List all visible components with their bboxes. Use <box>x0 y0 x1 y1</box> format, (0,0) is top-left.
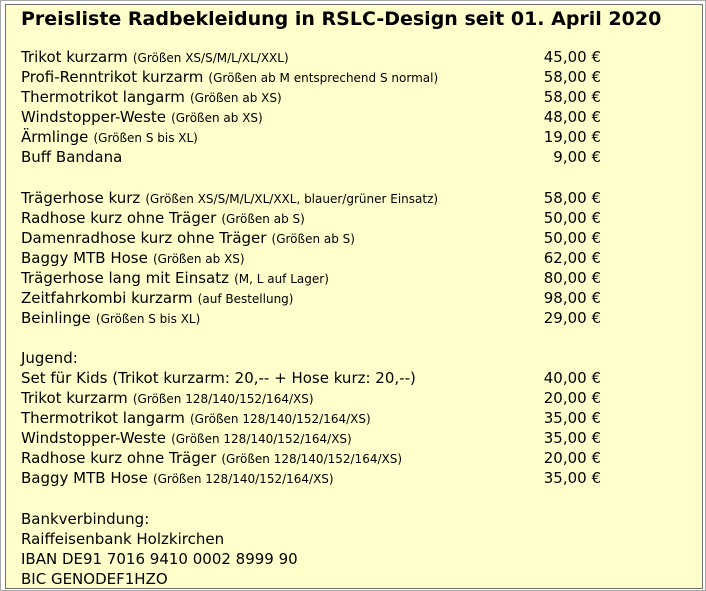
bank-iban: IBAN DE91 7016 9410 0002 8999 90 <box>21 550 298 568</box>
item-name: Trikot kurzarm <box>21 389 128 407</box>
list-item <box>21 388 692 408</box>
item-name: Profi-Renntrikot kurzarm <box>21 68 204 86</box>
list-item <box>21 288 692 308</box>
item-price: 58,00 € <box>543 88 601 106</box>
list-item <box>21 127 692 147</box>
item-name: Zeitfahrkombi kurzarm <box>21 289 193 307</box>
item-note: (Größen 128/140/152/164/XS) <box>132 392 314 406</box>
list-item <box>21 268 692 288</box>
item-note: (Größen S bis XL) <box>93 131 198 145</box>
item-name: Set für Kids (Trikot kurzarm: 20,-- + Hose kurz: 20,--) <box>21 369 416 387</box>
item-name: Baggy MTB Hose <box>21 469 148 487</box>
item-note: (M, L auf Lager) <box>234 272 329 286</box>
item-price: 20,00 € <box>543 449 601 467</box>
section-heading-jugend: Jugend: <box>21 349 78 367</box>
item-note: (Größen 128/140/152/164/XS) <box>171 432 352 446</box>
item-note: (Größen XS/S/M/L/XL/XXL, blauer/grüner Einsatz) <box>145 192 439 206</box>
item-note: (Größen XS/S/M/L/XL/XXL) <box>132 51 289 65</box>
item-price: 35,00 € <box>543 409 601 427</box>
item-name: Windstopper-Weste <box>21 429 166 447</box>
item-price: 98,00 € <box>543 289 601 307</box>
item-price: 45,00 € <box>543 48 601 66</box>
item-note: (auf Bestellung) <box>197 292 294 306</box>
price-list-panel <box>5 4 703 589</box>
item-price: 35,00 € <box>543 429 601 447</box>
item-price: 80,00 € <box>543 269 601 287</box>
list-item <box>21 67 692 87</box>
item-price: 62,00 € <box>543 249 601 267</box>
list-item <box>21 228 692 248</box>
item-note: (Größen 128/140/152/164/XS) <box>221 452 403 466</box>
item-note: (Größen S bis XL) <box>95 312 201 326</box>
item-name: Baggy MTB Hose <box>21 249 148 267</box>
list-item <box>21 147 692 167</box>
list-item <box>21 47 692 67</box>
item-name: Ärmlinge <box>21 128 89 146</box>
item-price: 50,00 € <box>543 209 601 227</box>
list-item <box>21 188 692 208</box>
list-item <box>21 208 692 228</box>
item-price: 19,00 € <box>543 128 601 146</box>
item-note: (Größen ab XS) <box>152 252 245 266</box>
item-price: 35,00 € <box>543 469 601 487</box>
list-item <box>21 408 692 428</box>
item-note: (Größen ab S) <box>221 212 305 226</box>
list-item <box>21 107 692 127</box>
item-name: Windstopper-Weste <box>21 108 166 126</box>
item-name: Trägerhose lang mit Einsatz <box>21 269 229 287</box>
item-name: Buff Bandana <box>21 148 123 166</box>
item-price: 58,00 € <box>543 189 601 207</box>
item-price: 48,00 € <box>543 108 601 126</box>
list-item <box>21 428 692 448</box>
item-note: (Größen ab S) <box>271 232 355 246</box>
item-price: 9,00 € <box>553 148 601 166</box>
list-item <box>21 468 692 488</box>
item-note: (Größen ab XS) <box>171 111 263 125</box>
item-name: Trikot kurzarm <box>21 48 128 66</box>
item-name: Radhose kurz ohne Träger <box>21 209 217 227</box>
item-price: 50,00 € <box>543 229 601 247</box>
item-note: (Größen 128/140/152/164/XS) <box>152 472 334 486</box>
item-note: (Größen ab M entsprechend S normal) <box>208 71 439 85</box>
item-name: Damenradhose kurz ohne Träger <box>21 229 267 247</box>
item-name: Thermotrikot langarm <box>21 409 185 427</box>
item-name: Beinlinge <box>21 309 91 327</box>
item-name: Trägerhose kurz <box>21 189 141 207</box>
item-name: Radhose kurz ohne Träger <box>21 449 217 467</box>
item-note: (Größen 128/140/152/164/XS) <box>189 412 371 426</box>
bank-bic: BIC GENODEF1HZO <box>21 570 168 588</box>
item-name: Thermotrikot langarm <box>21 88 185 106</box>
bank-name: Raiffeisenbank Holzkirchen <box>21 530 225 548</box>
item-price: 20,00 € <box>543 389 601 407</box>
list-item <box>21 448 692 468</box>
list-item <box>21 87 692 107</box>
bank-heading: Bankverbindung: <box>21 510 150 528</box>
list-item <box>21 248 692 268</box>
item-price: 29,00 € <box>543 309 601 327</box>
list-item <box>21 308 692 328</box>
item-price: 40,00 € <box>543 369 601 387</box>
page-title: Preisliste Radbekleidung in RSLC-Design seit 01. April 2020 <box>21 8 662 30</box>
list-item <box>21 368 692 388</box>
item-price: 58,00 € <box>543 68 601 86</box>
item-note: (Größen ab XS) <box>189 91 282 105</box>
